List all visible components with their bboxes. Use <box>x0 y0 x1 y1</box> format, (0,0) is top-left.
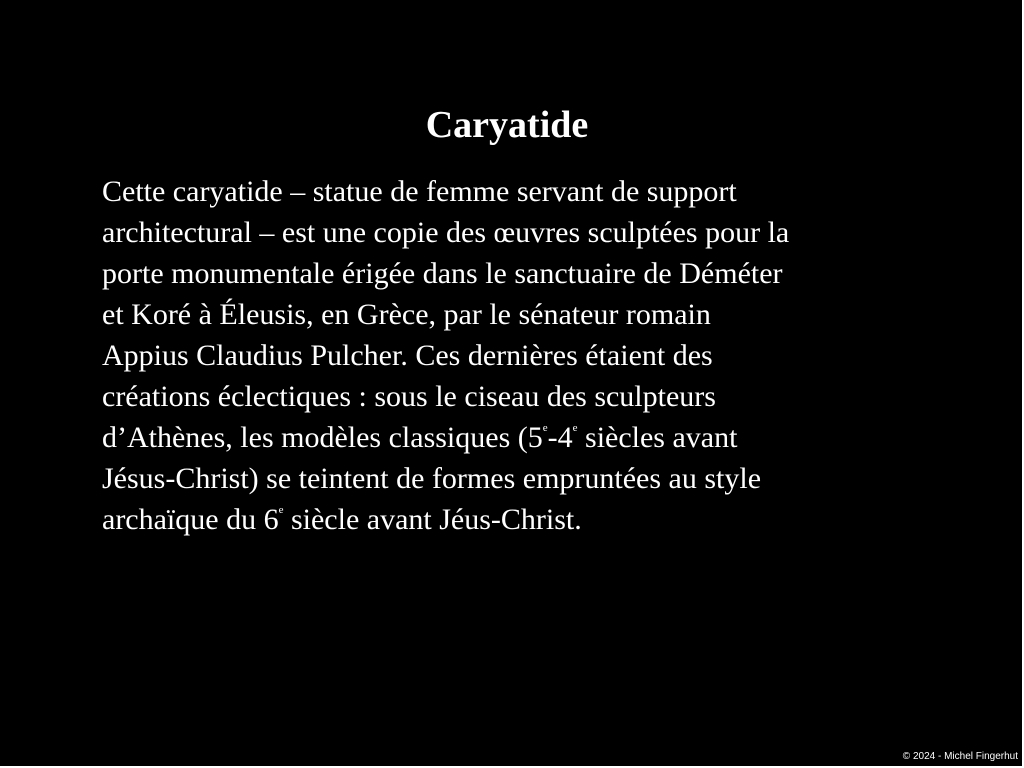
body-line: et Koré à Éleusis, en Grèce, par le sénateur romain <box>102 298 711 331</box>
body-line: porte monumentale érigée dans le sanctuaire de Déméter <box>102 257 783 290</box>
body-line: Jésus-Christ) se teintent de formes empruntées au style <box>102 462 762 495</box>
body-line: architectural – est une copie des œuvres sculptées pour la <box>102 216 790 249</box>
body-line: créations éclectiques : sous le ciseau des sculpteurs <box>102 380 716 413</box>
body-line: Cette caryatide – statue de femme servant de support <box>102 175 737 208</box>
body-line: d’Athènes, les modèles classiques (5e-4e siècles avant <box>102 421 738 454</box>
superscript-e: e <box>278 504 284 516</box>
slide-body-text <box>102 171 932 540</box>
slide-title: Caryatide <box>425 104 589 146</box>
body-line: archaïque du 6e siècle avant Jéus-Christ. <box>102 503 582 536</box>
body-line: Appius Claudius Pulcher. Ces dernières étaient des <box>102 339 713 372</box>
superscript-e: e <box>542 422 548 434</box>
superscript-e: e <box>572 422 578 434</box>
copyright-notice: © 2024 - Michel Fingerhut <box>902 751 1018 762</box>
